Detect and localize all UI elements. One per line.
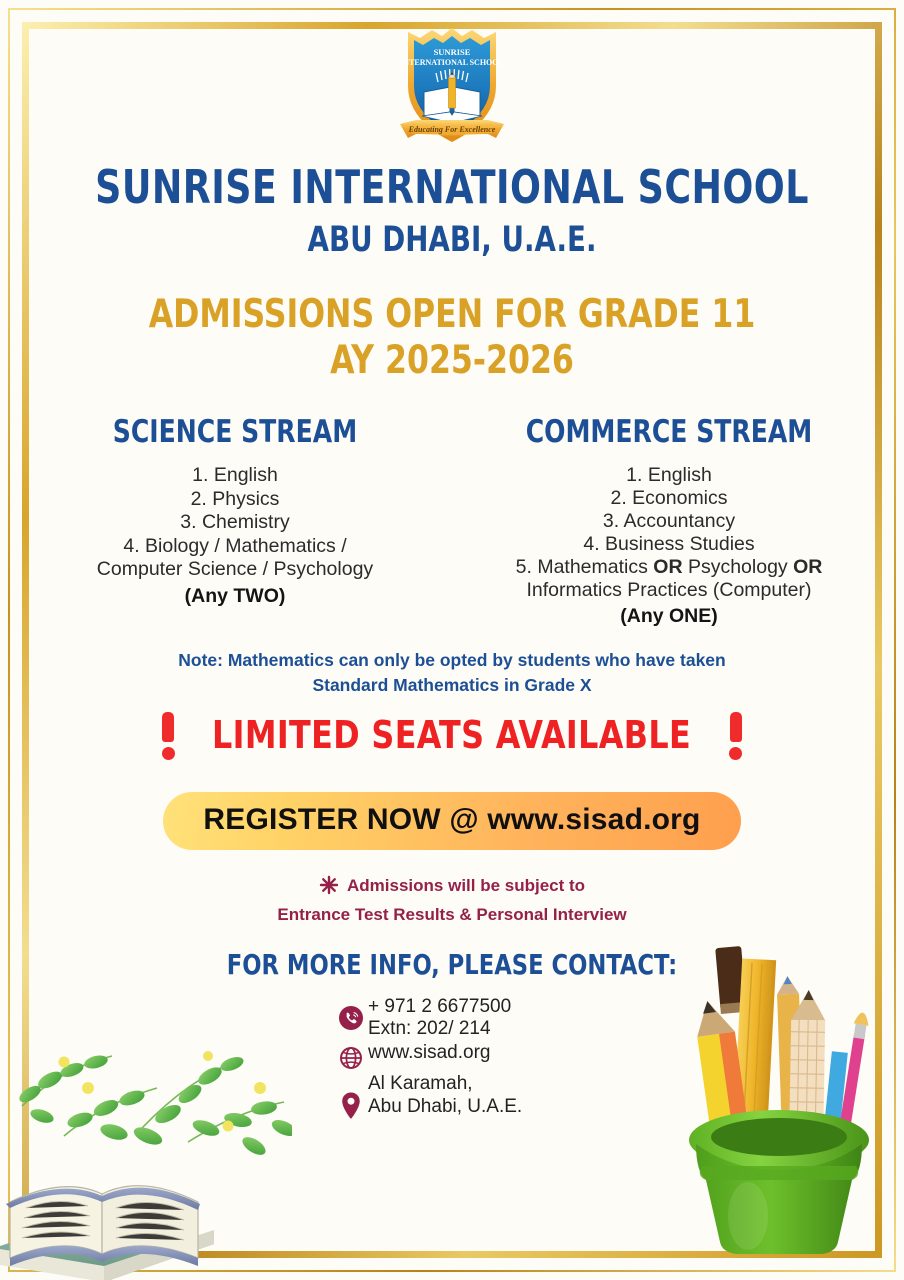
list-item: 3. Accountancy [602, 510, 736, 532]
crest-ribbon-text: Educating For Excellence [408, 125, 496, 134]
address-text [368, 1073, 522, 1117]
subject-line-1: Admissions will be subject to [347, 876, 586, 895]
exclamation-icon-left [160, 712, 176, 758]
website-text[interactable]: www.sisad.org [368, 1042, 491, 1064]
contact-website-row [334, 1042, 522, 1071]
list-item: 1. English [192, 464, 278, 486]
science-subject-list [24, 464, 446, 582]
crest-top-line2: INTERNATIONAL SCHOOL [400, 58, 504, 67]
admissions-conditions-note [0, 874, 904, 927]
list-item: Informatics Practices (Computer) [526, 579, 812, 601]
mathematics-note [0, 648, 904, 698]
list-item: 2. Physics [190, 487, 280, 510]
commerce-subject-list [458, 464, 880, 602]
list-item: 1. English [626, 464, 712, 486]
school-city: ABU DHABI, U.A.E. [307, 219, 597, 260]
list-item: 3. Chemistry [180, 511, 290, 534]
admissions-headline [0, 292, 904, 384]
exclamation-icon-right [728, 712, 744, 758]
address-line-2: Abu Dhabi, U.A.E. [368, 1095, 523, 1117]
books-and-leaves-decoration [0, 1016, 292, 1280]
limited-seats-banner [0, 712, 904, 758]
crest-top-line1: SUNRISE [433, 47, 471, 57]
register-section [0, 792, 904, 850]
pencil-pot-decoration [676, 928, 882, 1258]
list-item: 2. Economics [610, 487, 728, 509]
list-item: 4. Business Studies [583, 533, 755, 555]
contact-details [334, 996, 522, 1123]
contact-heading: FOR MORE INFO, PLEASE CONTACT: [226, 948, 678, 981]
science-stream-title: SCIENCE STREAM [112, 414, 358, 450]
contact-phone-text [368, 996, 511, 1040]
commerce-choice-note: (Any ONE) [620, 605, 718, 627]
school-logo [0, 24, 904, 152]
subject-line-1-row [0, 874, 904, 903]
school-crest-icon [392, 24, 512, 152]
science-stream-column [24, 414, 454, 628]
streams-section [24, 414, 880, 628]
address-line-1: Al Karamah, [368, 1073, 473, 1095]
note-line-2: Standard Mathematics in Grade X [312, 674, 592, 695]
location-pin-icon [334, 1073, 368, 1121]
admissions-line-1: ADMISSIONS OPEN FOR GRADE 11 [148, 292, 756, 337]
globe-icon [334, 1042, 368, 1071]
phone-number: + 971 2 6677500 [368, 996, 512, 1017]
note-line-1: Note: Mathematics can only be opted by students who have taken [178, 650, 726, 670]
admissions-line-2: AY 2025-2026 [330, 338, 574, 384]
limited-seats-text: LIMITED SEATS AVAILABLE [212, 713, 692, 757]
register-now-button[interactable]: REGISTER NOW @ www.sisad.org [163, 792, 740, 850]
phone-icon [334, 996, 368, 1031]
commerce-stream-column [454, 414, 880, 628]
sparkle-icon [319, 875, 339, 903]
list-item: 5. Mathematics OR Psychology OR [515, 556, 823, 578]
commerce-stream-title: COMMERCE STREAM [525, 414, 813, 450]
list-item: Computer Science / Psychology [96, 558, 374, 581]
school-name: SUNRISE INTERNATIONAL SCHOOL [95, 160, 809, 214]
title-block [0, 160, 904, 260]
phone-extension: Extn: 202/ 214 [368, 1018, 491, 1040]
list-item: 4. Biology / Mathematics / [123, 534, 347, 557]
contact-address-row [334, 1073, 522, 1121]
subject-line-2: Entrance Test Results & Personal Interview [277, 904, 627, 924]
science-choice-note: (Any TWO) [184, 584, 286, 607]
contact-phone-row [334, 996, 522, 1040]
